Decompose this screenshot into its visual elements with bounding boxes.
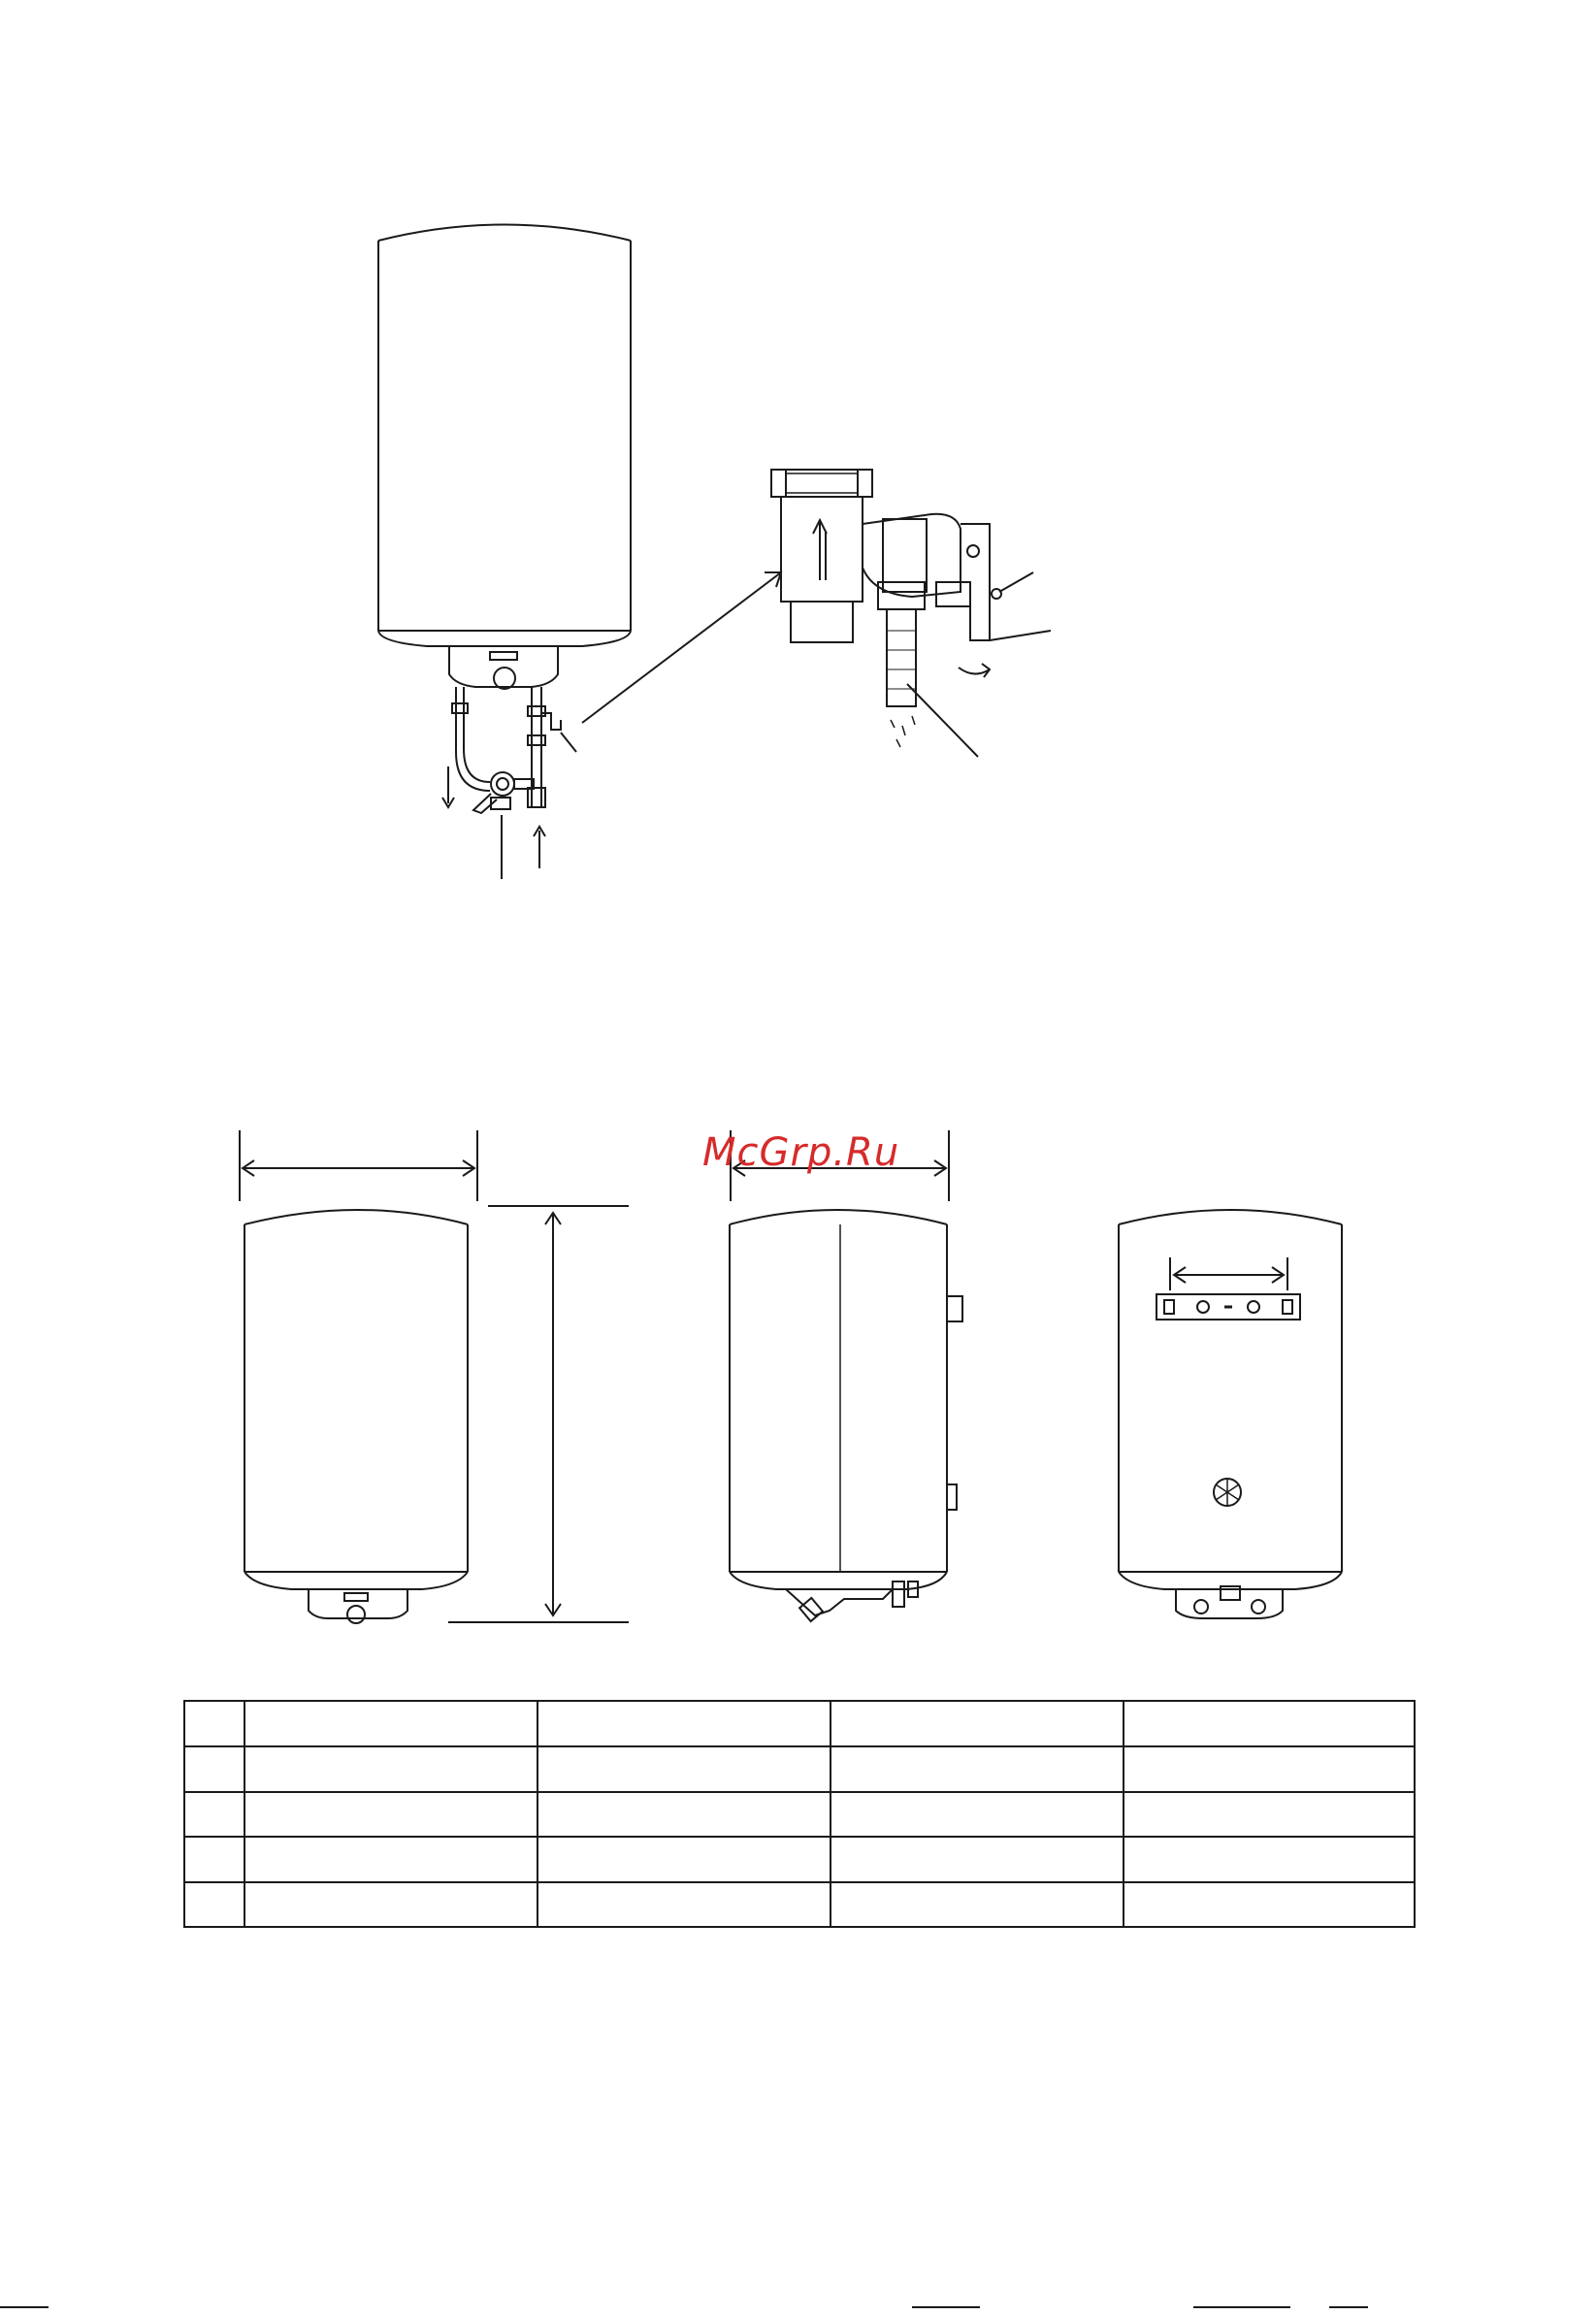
water-heater-tank <box>378 225 631 690</box>
valve-body <box>781 497 863 602</box>
installation-diagram <box>378 225 781 880</box>
side-view <box>730 1130 962 1621</box>
drain-pipe <box>887 609 916 706</box>
valve-bottom-thread <box>791 602 853 642</box>
rotate-arrow <box>959 668 990 674</box>
specifications-table <box>184 1701 1415 1927</box>
watermark-text: McGrp.Ru <box>702 1130 900 1175</box>
outlet-pipe <box>442 687 490 807</box>
pointer-line <box>907 684 978 757</box>
mixer-valve <box>473 772 534 813</box>
pointer-line <box>990 631 1051 640</box>
safety-valve-detail <box>771 470 1051 757</box>
pointer-arrow <box>582 572 781 723</box>
height-dimension <box>448 1206 629 1622</box>
leader-line <box>561 733 576 752</box>
front-view <box>240 1130 477 1623</box>
pointer-line <box>999 572 1033 592</box>
back-view <box>1119 1210 1342 1618</box>
inlet-pipe <box>528 687 561 868</box>
